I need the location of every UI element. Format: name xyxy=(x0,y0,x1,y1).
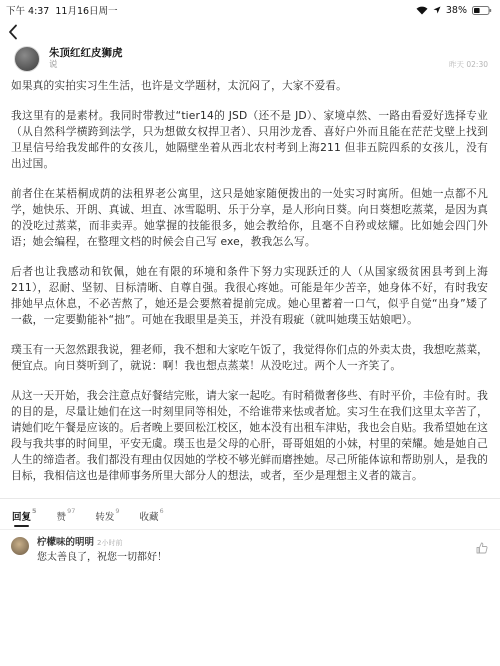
status-date: 11月16日周一 xyxy=(55,6,118,17)
status-right xyxy=(416,5,492,16)
post-content xyxy=(0,72,500,484)
top-nav xyxy=(0,20,500,44)
comment-item xyxy=(0,530,500,565)
tab-likes[interactable] xyxy=(57,501,76,527)
location-icon xyxy=(433,6,441,14)
post-timestamp: 昨天 02:30 xyxy=(449,60,488,69)
battery-icon xyxy=(472,6,492,15)
commenter-name[interactable]: 柠檬味的明明 xyxy=(37,537,95,548)
tab-favorites[interactable] xyxy=(140,501,164,527)
tab-label: 赞 xyxy=(56,512,67,523)
author-subtitle: 说 xyxy=(49,60,58,70)
tab-count: 5 xyxy=(32,507,37,515)
author-avatar[interactable] xyxy=(14,46,40,72)
tab-label: 收藏 xyxy=(139,512,159,523)
post-paragraph: 后者也让我感动和钦佩，她在有限的环境和条件下努力实现跃迁的人（从国家级贫困县考到上海211），忍耐、坚韧、目标清晰、自尊自强。我很心疼她。可能是年少苦辛，她身体不好，有时我安排她早点休息，不必苦熬了，她还是会要熬着提前完成。她心里蓄着一口气，似乎自觉“出身”矮了一截，一定要勤能补“拙”。可她在我眼里是美玉，并没有瑕疵（就叫她璞玉姑娘吧）。 xyxy=(11,265,488,326)
post-paragraph: 从这一天开始，我会注意点好餐结完账，请大家一起吃。有时稍微奢侈些、有时平价，丰俭有时。我的目的是，尽量让她们在这一时刻里同等相处，不给谁带来怯或者尬。实习生在我们这里太辛苦了，请她们吃午餐是应该的。后者晚上要回松江校区，她本没有出租车津贴，我也会自贴。我希望她在这段与我共事的时间里，平安无虞。璞玉也是父母的心肝，哥哥姐姐的小妹，村里的荣耀。她是她自己人生的缔造者。我们都没有理由仅因她的学校不够光鲜而磨挫她。尽己所能体谅和帮助别人，是我的目标，我相信这也是律师事务所里大部分人的想法，或者，至少是理想主义者的箴言。 xyxy=(11,389,488,482)
post-author xyxy=(0,44,500,72)
tab-count: 9 xyxy=(115,507,120,515)
comment-time: 2小时前 xyxy=(97,539,123,547)
tab-count: 97 xyxy=(67,507,76,515)
battery-percent: 38% xyxy=(445,4,467,16)
comment-text: 您太善良了，祝您一切都好！ xyxy=(37,552,167,563)
tab-replies[interactable] xyxy=(12,501,37,527)
chevron-left-icon xyxy=(8,24,18,40)
thumbs-up-icon[interactable] xyxy=(476,539,488,551)
commenter-header xyxy=(37,537,167,549)
post-paragraph: 前者住在某梧桐成荫的法租界老公寓里，这只是她家随便拨出的一处实习时寓所。但她一点都不凡学，她快乐、开朗、真诚、坦直、冰雪聪明、乐于分享，是人形向日葵。向日葵想吃蒸菜，是因为真的没吃过蒸菜，而非卖弄。她掌握的技能很多，她会教给你，且毫不自矜或炫耀。比如她会四门外语；她会编程，在整理文档的时候会自己写 exe，教我怎么写。 xyxy=(11,187,488,248)
author-name[interactable]: 朱顶红红皮狮虎 xyxy=(49,47,123,59)
tab-reposts[interactable] xyxy=(95,501,119,527)
post-paragraph: 我这里有的是素材。我同时带教过“tier14的 JSD（还不是 JD）、家境卓然、一路由看爱好选择专业（从自然科学横跨到法学，只为想做女权捍卫者）、只用沙龙香、喜好户外而且能在茫茫戈壁上找到卫星信号给我发邮件的女孩儿，她隔壁坐着从西北农村考到上海211 但非五院四系的女孩儿，没有出过国。 xyxy=(11,109,488,170)
status-bar xyxy=(0,0,500,20)
author-info xyxy=(49,47,123,71)
post-paragraph: 如果真的实拍实习生生活，也许是文学题材，太沉闷了，大家不爱看。 xyxy=(11,79,347,92)
tab-label: 回复 xyxy=(12,512,32,523)
status-left xyxy=(6,3,118,17)
tab-label: 转发 xyxy=(95,512,115,523)
post-paragraph: 璞玉有一天忽然跟我说，狸老师，我不想和大家吃午饭了，我觉得你们点的外卖太贵，我想吃蒸菜，便宜点。向日葵听到了，就说：啊！我也想点蒸菜！从没吃过。两个人一齐笑了。 xyxy=(11,343,488,372)
status-time: 下午 4:37 xyxy=(6,6,50,17)
wifi-icon xyxy=(416,6,428,15)
comment-body xyxy=(37,537,167,565)
interaction-tabs xyxy=(0,499,500,529)
back-button[interactable] xyxy=(8,22,24,42)
commenter-avatar[interactable] xyxy=(11,537,29,555)
tab-count: 6 xyxy=(159,507,164,515)
